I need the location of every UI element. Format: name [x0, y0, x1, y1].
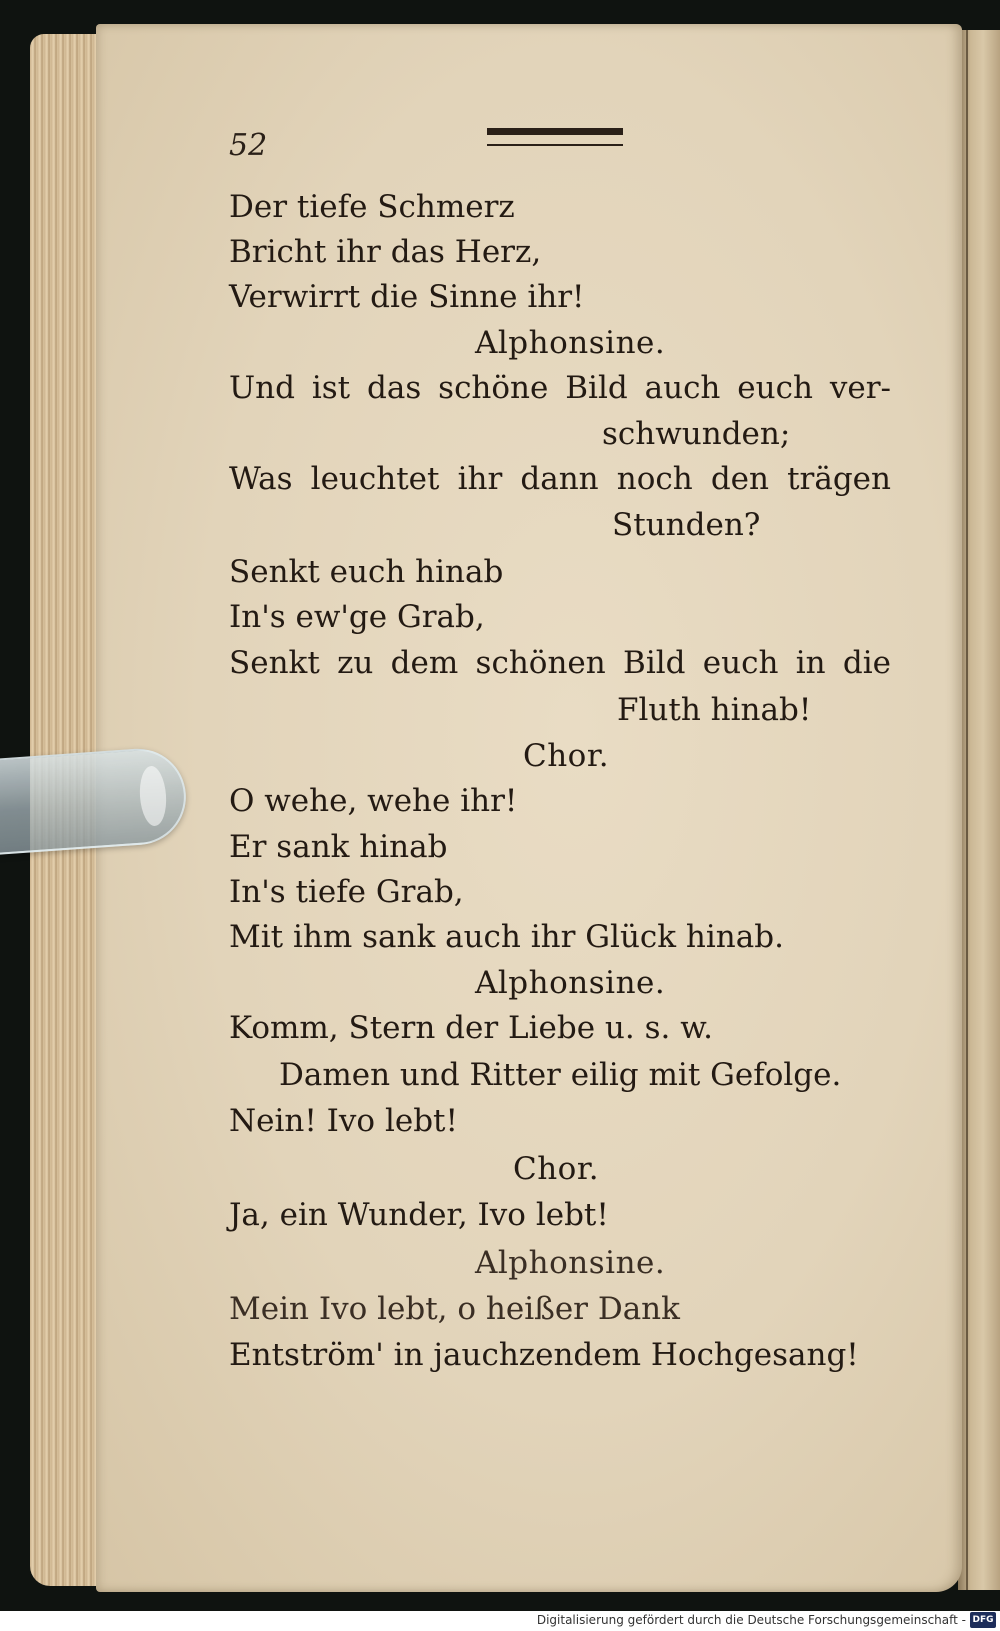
text-line-10: In's ew'ge Grab, [229, 599, 485, 635]
speaker-alphonsine-3: Alphonsine. [475, 1245, 666, 1281]
text-line-8: Stunden? [612, 507, 761, 543]
text-line-21: Nein! Ivo lebt! [229, 1103, 458, 1139]
text-line-7: Was leuchtet ihr dann noch den trägen [229, 461, 891, 497]
text-line-14: O wehe, wehe ihr! [229, 783, 518, 819]
text-line-5: Und ist das schöne Bild auch euch ver- [229, 370, 891, 406]
text-line-2: Bricht ihr das Herz, [229, 234, 542, 270]
text-line-11: Senkt zu dem schönen Bild euch in die [229, 645, 891, 681]
text-line-6: schwunden; [602, 416, 791, 452]
text-line-1: Der tiefe Schmerz [229, 189, 515, 225]
speaker-chor-1: Chor. [523, 738, 610, 774]
text-line-12: Fluth hinab! [617, 692, 812, 728]
dfg-logo: DFG [970, 1612, 996, 1628]
text-line-16: In's tiefe Grab, [229, 874, 464, 910]
header-rule-thick [487, 128, 623, 135]
text-line-9: Senkt euch hinab [229, 554, 504, 590]
stage-direction: Damen und Ritter eilig mit Gefolge. [279, 1057, 842, 1093]
text-line-23: Ja, ein Wunder, Ivo lebt! [229, 1197, 609, 1233]
text-line-3: Verwirrt die Sinne ihr! [229, 279, 585, 315]
speaker-alphonsine-1: Alphonsine. [475, 325, 666, 361]
header-rule-thin [487, 144, 623, 146]
spine-crease [966, 30, 968, 1590]
book-spine [958, 30, 1000, 1590]
speaker-chor-2: Chor. [513, 1151, 600, 1187]
speaker-alphonsine-2: Alphonsine. [475, 965, 666, 1001]
text-line-15: Er sank hinab [229, 829, 448, 865]
text-line-26: Entström' in jauchzendem Hochgesang! [229, 1337, 859, 1373]
text-line-19: Komm, Stern der Liebe u. s. w. [229, 1010, 713, 1046]
text-line-17: Mit ihm sank auch ihr Glück hinab. [229, 919, 784, 955]
page-number: 52 [229, 128, 268, 163]
footer-credit: Digitalisierung gefördert durch die Deutsche Forschungsgemeinschaft - [536, 1613, 966, 1627]
text-line-25: Mein Ivo lebt, o heißer Dank [229, 1291, 680, 1327]
